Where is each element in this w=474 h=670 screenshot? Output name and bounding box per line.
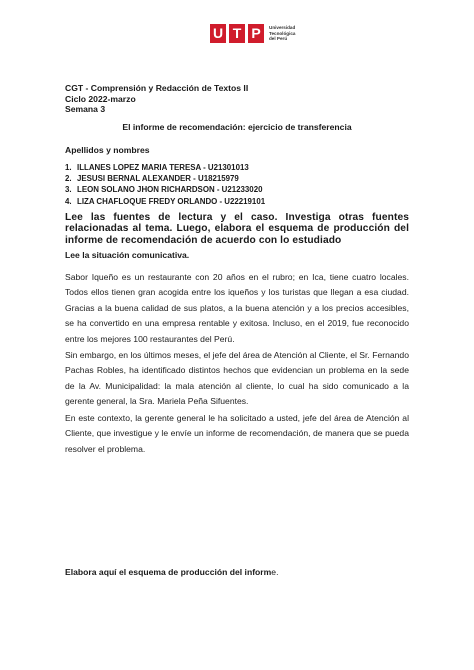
logo-letter-u: U (210, 24, 226, 43)
case-paragraph-3: En este contexto, la gerente general le ha solicitado a usted, jefe del área de Atención al Cliente, que investigue y le envíe un informe de recomendación, de manera que se pueda resolver el problema. (65, 413, 409, 454)
student-number: 4. (65, 196, 72, 206)
student-item (65, 184, 265, 195)
student-number: 3. (65, 185, 72, 195)
names-label: Apellidos y nombres (65, 145, 150, 155)
student-name: LEON SOLANO JHON RICHARDSON - U21233020 (77, 185, 263, 195)
logo-letter-boxes (210, 24, 264, 43)
course-cycle: Ciclo 2022-marzo (65, 93, 136, 104)
student-item (65, 162, 265, 173)
utp-logo (210, 24, 295, 43)
case-paragraph-2: Sin embargo, en los últimos meses, el jefe del área de Atención al Cliente, el Sr. Fernando Pachas Robles, ha identificado distintos hechos que evidencian un problema en la sede de la Av. Municipalidad: la mala atención al cliente, lo cual ha sido comunicado a la gerente general, la Sra. Mariela Peña Sifuentes. (65, 350, 409, 407)
scheme-prompt-text: Elabora aquí el esquema de producción del inform (65, 567, 272, 577)
student-number: 1. (65, 163, 72, 172)
logo-university-name (269, 25, 295, 42)
student-list (65, 162, 265, 207)
logo-letter-t: T (229, 24, 245, 43)
course-week: Semana 3 (65, 104, 106, 115)
document-title: El informe de recomendación: ejercicio de transferencia (122, 122, 352, 132)
scheme-prompt (65, 567, 278, 577)
student-item (65, 196, 265, 207)
student-item (65, 173, 265, 184)
logo-text-line-1: Universidad (269, 25, 296, 31)
scheme-prompt-tail: e. (271, 567, 279, 577)
student-number: 2. (65, 174, 72, 184)
logo-text-line-3: del Perú (269, 36, 288, 42)
student-name: LIZA CHAFLOQUE FREDY ORLANDO - U22219101 (77, 196, 266, 206)
logo-letter-p: P (248, 24, 264, 43)
student-name: JESUSI BERNAL ALEXANDER - U18215979 (77, 174, 239, 184)
logo-text-line-2: Tecnológica (269, 30, 296, 36)
course-name: CGT - Comprensión y Redacción de Textos II (65, 83, 249, 93)
task-instructions: Lee las fuentes de lectura y el caso. Investiga otras fuentes relacionadas al tema. Luego, elabora el esquema de producción del informe de recomendación de acuerdo con lo estudiado (65, 212, 409, 246)
student-name: ILLANES LOPEZ MARIA TERESA - U21301013 (77, 163, 249, 172)
course-header (65, 83, 248, 115)
case-paragraph-1: Sabor Iqueño es un restaurante con 20 años en el rubro; en Ica, tiene cuatro locales. Todos ellos tienen gran acogida entre los iqueños y los turistas que llegan a esa ciudad. Gracias a la buena calidad de sus platos, a la buena atención y a los precios accesibles, se ha convertido en una empresa rentable y exitosa. Incluso, en el 2019, fue reconocido entre los mejores 100 restaurantes del Perú. (65, 272, 409, 344)
situation-label: Lee la situación comunicativa. (65, 250, 190, 260)
